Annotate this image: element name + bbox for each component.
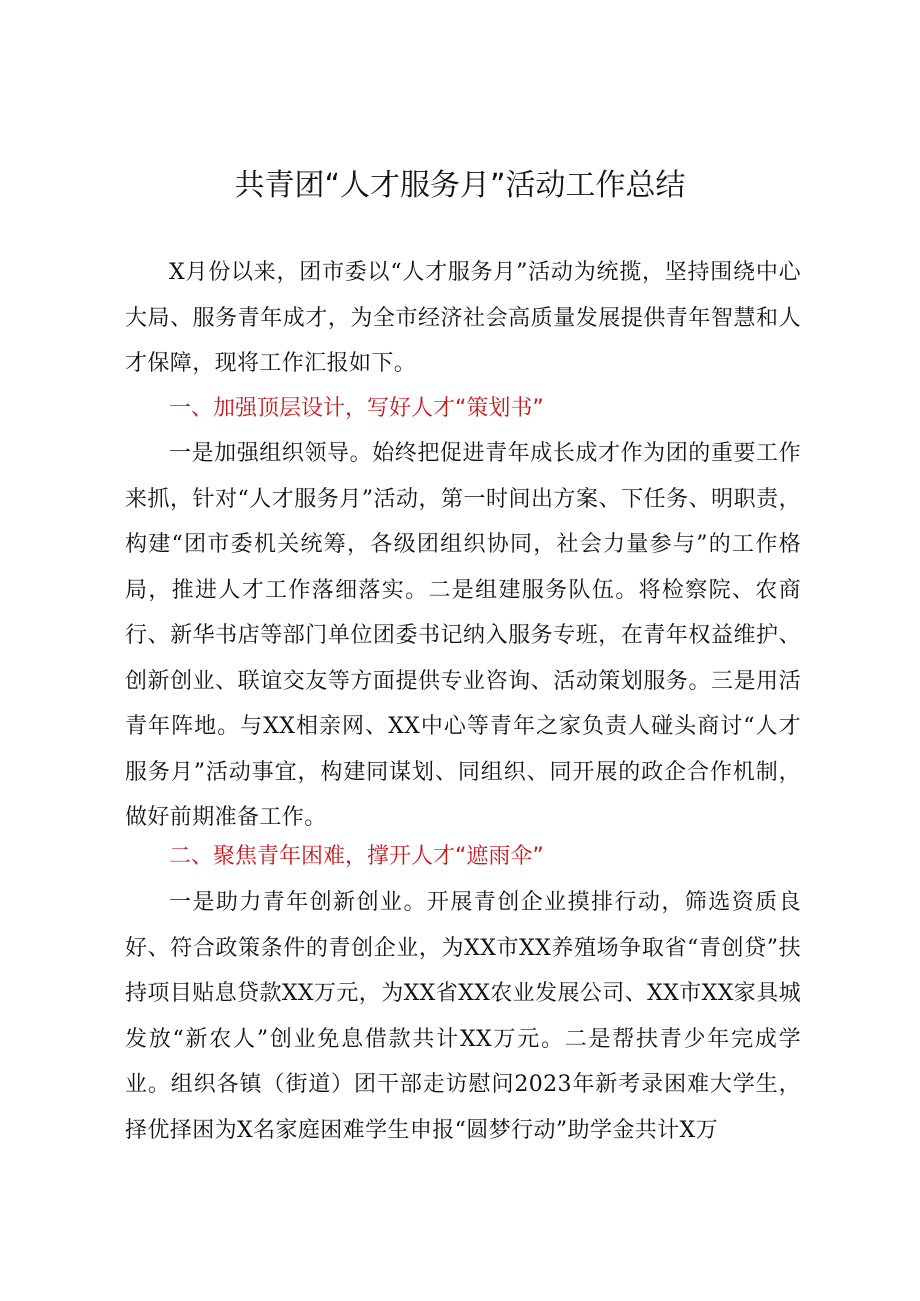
section-paragraph-1: 一是加强组织领导。始终把促进青年成长成才作为团的重要工作来抓，针对“人才服务月”活动，第一时间出方案、下任务、明职责，构建“团市委机关统筹，各级团组织协同，社会力量参与”的工作格局，推进人才工作落细落实。二是组建服务队伍。将检察院、农商行、新华书店等部门单位团委书记纳入服务专班，在青年权益维护、创新创业、联谊交友等方面提供专业咨询、活动策划服务。三是用活青年阵地。与XX相亲网、XX中心等青年之家负责人碰头商讨“人才服务月”活动事宜，构建同谋划、同组织、同开展的政企合作机制，做好前期准备工作。 — [125, 441, 801, 830]
section-paragraph-2: 一是助力青年创新创业。开展青创企业摸排行动，筛选资质良好、符合政策条件的青创企业，为XX市XX养殖场争取省“青创贷”扶持项目贴息贷款XX万元，为XX省XX农业发展公司、XX市XX家具城发放“新农人”创业免息借款共计XX万元。二是帮扶青少年完成学业。组织各镇（街道）团干部走访慰问2023年新考录困难大学生，择优择困为X名家庭困难学生申报“圆梦行动”助学金共计X万 — [125, 890, 801, 1143]
document-title: 共青团“人才服务月”活动工作总结 — [234, 168, 686, 203]
section-heading-2: 二、聚焦青年困难，撑开人才“遮雨伞” — [169, 844, 544, 869]
section-heading-1: 一、加强顶层设计，写好人才“策划书” — [169, 396, 544, 421]
intro-paragraph: X月份以来，团市委以“人才服务月”活动为统揽，坚持围绕中心大局、服务青年成才，为全市经济社会高质量发展提供青年智慧和人才保障，现将工作汇报如下。 — [125, 260, 801, 376]
